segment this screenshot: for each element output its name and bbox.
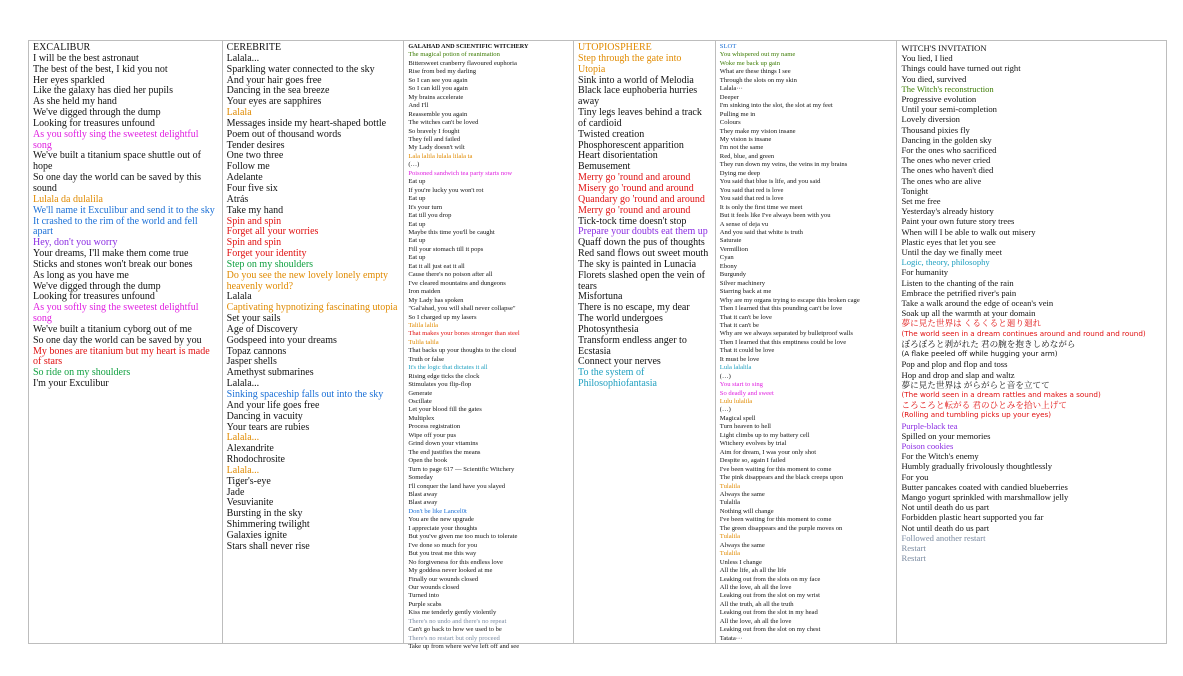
lyric-line: Can't go back to how we used to be	[408, 626, 502, 634]
lyric-line: The pink disappears and the black creeps upon	[719, 474, 844, 482]
lyric-line: ぼろぼろと剥がれた 君の腕を抱きしめながら	[901, 338, 1076, 349]
lyric-line: My Lady has spoken	[408, 296, 464, 304]
lyric-line: For you	[901, 471, 929, 482]
lyric-line: Tiny legs leaves behind a track of cardioid	[578, 107, 702, 129]
column-slot	[716, 41, 898, 643]
lyric-line: You said that red is love	[719, 186, 784, 194]
lyric-line: Hop and drop and slap and waltz	[901, 369, 1015, 380]
lyric-line: Lalala...	[226, 464, 260, 476]
lyric-line: Unless I change	[719, 558, 762, 566]
lyric-line: Maybe this time you'll be caught	[408, 228, 495, 236]
lyric-line: Shimmering twilight	[226, 519, 310, 531]
lyric-line: Prepare your doubts eat them up	[578, 226, 708, 238]
lyric-line: Twisted creation	[578, 128, 645, 140]
lyric-line: And you said that white is truth	[719, 228, 803, 236]
lyric-line: You whispered out my name	[719, 51, 796, 59]
lyric-line: Open the book	[408, 457, 448, 465]
lyric-line: They make my vision insane	[719, 127, 796, 135]
lyric-line: They fell and failed	[408, 135, 461, 143]
lyric-line: "Gal'ahad, you will shall never collapse"	[408, 305, 516, 313]
lyric-line: You start to sing	[719, 381, 763, 389]
lyric-line: Alexandrite	[226, 443, 274, 455]
lyric-line: Restart	[901, 553, 926, 564]
lyric-line: Her eyes sparkled	[33, 74, 105, 86]
lyric-line: Forbidden plastic heart supported you far	[901, 512, 1044, 523]
lyric-line: Thousand pixies fly	[901, 124, 970, 135]
lyric-line: Saturate	[719, 237, 742, 245]
lyric-line: Things could have turned out right	[901, 63, 1021, 74]
lyric-line: Misfortuna	[578, 291, 623, 303]
lyric-line: Wipe off your pus	[408, 431, 457, 439]
lyric-line: Like the galaxy has died her pupils	[33, 85, 173, 97]
lyric-line: Tulalila	[719, 499, 741, 507]
lyric-line: Cyan	[719, 254, 734, 262]
lyric-line: I'm not the same	[719, 144, 764, 152]
lyric-line: Rising edge ticks the clock	[408, 372, 480, 380]
lyric-line: Amethyst submarines	[226, 367, 314, 379]
lyric-line: Black lace euphoberia hurries away	[578, 85, 698, 108]
lyric-line: Purple-black tea	[901, 420, 958, 431]
lyric-line: Light climbs up to my battery cell	[719, 431, 810, 439]
lyric-line: They run down my veins, the veins in my brains	[719, 161, 848, 169]
lyric-line: I'm sinking into the slot, the slot at my feet	[719, 102, 833, 110]
lyric-line: Then I learned that this emptiness could be love	[719, 338, 847, 346]
lyric-line: The ones who haven't died	[901, 165, 994, 176]
lyric-line: Take a walk around the edge of ocean's vein	[901, 298, 1054, 309]
lyric-line: Heart disorientation	[578, 150, 658, 162]
lyric-line: (…)	[719, 372, 731, 380]
lyric-line: Spilled on your memories	[901, 430, 991, 441]
lyric-line: Purple scabs	[408, 600, 442, 608]
lyric-line: Hey, don't you worry	[33, 237, 118, 249]
lyric-line: Godspeed into your dreams	[226, 334, 337, 346]
lyric-line: So one day the world can be saved by this sound	[33, 172, 202, 194]
lyric-line: ころころと転がる 君のひとみを拾い上げて	[901, 400, 1067, 411]
lyric-line: Always the same	[719, 491, 765, 499]
lyric-line: Through the slots on my skin	[719, 76, 797, 84]
lyric-line: Tulalila	[719, 550, 741, 558]
lyric-line: Cause there's no poison after all	[408, 271, 493, 279]
lyric-line: Dying me deep	[719, 169, 761, 177]
lyric-line: The world undergoes Photosynthesia	[578, 313, 663, 335]
lyric-line: Jasper shells	[226, 356, 277, 368]
lyric-line: The green disappears and the purple moves on	[719, 524, 843, 532]
lyrics-table	[28, 40, 1167, 651]
column-utopiosphere	[574, 41, 716, 643]
lyric-line: Butter pancakes coated with candied blueberries	[901, 481, 1068, 492]
lyric-line: So I can kill you again	[408, 85, 468, 93]
lyric-line: For humanity	[901, 267, 949, 278]
lyric-line: Witchery evolves by trial	[719, 440, 787, 448]
lyric-line: And I'll	[408, 102, 429, 110]
lyric-line: Listen to the chanting of the rain	[901, 277, 1014, 288]
lyric-line: Lala lalila lulala lilala ta	[408, 152, 473, 160]
lyric-line: All the love, ah all the love	[719, 584, 792, 591]
lyric-line: Woke me back up gain	[719, 59, 781, 67]
lyric-line: 夢に見た世界は くるくると廻り廻れ	[901, 318, 1042, 329]
lyric-line: Iron maiden	[408, 288, 441, 296]
lyric-line: Why are my organs trying to escape this broken cage	[719, 296, 860, 304]
lyric-line: But you treat me this way	[408, 550, 477, 558]
lyric-line: (A flake peeled off while hugging your arm)	[901, 349, 1058, 359]
lyric-line: Someday	[408, 474, 433, 482]
lyric-line: Poison cookies	[901, 440, 954, 451]
lyric-line: I've been waiting for this moment to come	[719, 516, 832, 524]
lyric-line: Adelante	[226, 172, 263, 184]
lyric-line: One two three	[226, 150, 284, 162]
column-cerebrite	[223, 41, 405, 643]
lyric-line: Lalala...	[226, 52, 260, 64]
song-title: UTOPIOSPHERE	[578, 42, 652, 53]
lyric-line: Eat up	[408, 254, 426, 262]
lyric-line: That makes your bones stronger than steel	[408, 330, 520, 338]
lyric-line: It's your turn	[408, 203, 443, 211]
lyric-line: Process registration	[408, 423, 461, 431]
lyric-line: So I charged up my lasers	[408, 313, 477, 321]
lyric-line: The end justifies the means	[408, 448, 481, 456]
lyric-line: Lulala da dulalila	[33, 193, 103, 205]
song-title: WITCH'S INVITATION	[901, 43, 987, 53]
lyric-line: Magical spell	[719, 414, 756, 422]
lyric-line: Set me free	[901, 196, 941, 207]
lyric-line: My brains accelerate	[408, 93, 464, 101]
lyric-line: Take up from where we've left off and see	[408, 643, 520, 651]
lyric-line: Fill your stomach till it pops	[408, 245, 484, 253]
lyric-line: The ones who never cried	[901, 155, 991, 166]
lyric-line: But it feels like I've always been with you	[719, 212, 831, 220]
lyric-line: Colours	[719, 119, 741, 127]
lyric-line: Rhodochrosite	[226, 454, 285, 466]
lyric-line: Misery go 'round and around	[578, 182, 694, 194]
lyric-line: Generate	[408, 389, 433, 397]
lyric-line: Reassemble you again	[408, 110, 468, 118]
lyric-line: Tiger's-eye	[226, 475, 271, 487]
lyric-line: Embrace the petrified river's pain	[901, 287, 1017, 298]
lyric-line: The ones who are alive	[901, 175, 982, 186]
lyric-line: Rise from bed my darling	[408, 68, 477, 76]
lyric-line: Lovely diversion	[901, 114, 960, 125]
lyric-line: So I can see you again	[408, 76, 468, 84]
lyric-line: All the life, ah all the life	[719, 567, 787, 575]
lyric-line: It is only the first time we meet	[719, 203, 803, 211]
lyric-line: Lalala	[226, 291, 252, 303]
lyric-line: Burgundy	[719, 271, 747, 279]
lyric-line: So bravely I fought	[408, 127, 460, 135]
lyric-line: So deadly and sweet	[719, 389, 774, 397]
lyric-line: You lied, I lied	[901, 53, 953, 64]
lyric-line: Our wounds closed	[408, 584, 460, 591]
lyric-line: Until your semi-completion	[901, 104, 997, 115]
lyric-line: (The world seen in a dream rattles and makes a sound)	[901, 389, 1101, 399]
lyric-line: I'm your Exculibur	[33, 378, 109, 390]
lyric-line: Tulalila	[719, 482, 741, 490]
lyric-line: There's no restart but only proceed	[408, 634, 500, 642]
lyric-line: 夢に見た世界は がらがらと音を立てて	[901, 379, 1050, 390]
lyric-line: Your dreams, I'll make them come true	[33, 248, 189, 260]
lyric-line: Always the same	[719, 541, 765, 549]
lyric-line: Ebony	[719, 262, 738, 270]
lyric-line: The best of the best, I kid you not	[33, 63, 168, 75]
lyric-line: That it could be love	[719, 347, 775, 355]
lyric-line: Stimulates you flip-flop	[408, 381, 472, 389]
lyric-line: So ride on my shoulders	[33, 367, 131, 379]
lyric-line: But you've given me too much to tolerate	[408, 533, 518, 541]
lyric-line: The magical potion of reanimation	[408, 51, 500, 59]
lyric-line: Atrás	[226, 193, 249, 205]
lyric-line: As you softly sing the sweetest delightful song	[33, 302, 199, 325]
lyric-line: I've cleared mountains and dungeons	[408, 279, 506, 287]
lyric-line: And your hair goes free	[226, 74, 322, 86]
lyric-line: Do you see the new lovely lonely empty heavenly world?	[226, 269, 389, 292]
lyric-line: Followed another restart	[901, 532, 986, 543]
lyric-line: Connect your nerves	[578, 356, 661, 368]
lyric-line: As you softly sing the sweetest delightful song	[33, 128, 199, 151]
lyric-line: It must be love	[719, 355, 760, 363]
lyric-line: Aim for dream, I was your only shot	[719, 448, 817, 456]
lyric-line: The witches can't be loved	[408, 119, 479, 127]
lyric-line: The Witch's reconstruction	[901, 83, 994, 94]
lyric-line: All the truth, ah all the truth	[719, 600, 794, 608]
lyric-line: Bittersweet cranberry flavoured euphoria	[408, 59, 517, 67]
lyric-line: Dancing in the sea breeze	[226, 85, 330, 97]
lyric-line: Topaz cannons	[226, 345, 287, 357]
lyric-line: Transform endless anger to Ecstasia	[578, 334, 687, 357]
lyric-line: So one day the world can be saved by you	[33, 334, 202, 346]
lyric-line: We've digged through the dump	[33, 280, 161, 292]
song-title: SLOT	[719, 43, 737, 50]
lyric-line: What are these things I see	[719, 68, 791, 76]
lyric-line: Lalala···	[719, 85, 743, 93]
lyric-line: Eat it all just eat it all	[408, 262, 465, 270]
lyric-line: Dancing in the golden sky	[901, 134, 992, 145]
lyric-line: You died, survived	[901, 73, 967, 84]
lyric-line: Your tears are rubies	[226, 421, 310, 433]
lyric-line: Step through the gate into Utopia	[578, 52, 682, 75]
lyric-line: Until the day we finally meet	[901, 247, 1002, 258]
lyric-line: And your life goes free	[226, 399, 320, 411]
lyric-line: (…)	[408, 161, 420, 169]
lyric-line: Deeper	[719, 93, 739, 101]
song-title: GALAHAD AND SCIENTIFIC WITCHERY	[408, 43, 529, 50]
lyric-line: Not until death do us part	[901, 502, 990, 513]
song-title: EXCALIBUR	[33, 42, 91, 53]
lyric-line: Bursting in the sky	[226, 508, 303, 520]
lyric-line: Despite so, again I failed	[719, 457, 786, 465]
lyric-line: Tonight	[901, 185, 929, 196]
lyric-line: (Rolling and tumbling picks up your eyes)	[901, 410, 1052, 420]
lyric-line: Logic, theory, philosophy	[901, 257, 990, 268]
lyric-line: Four five six	[226, 182, 278, 194]
lyric-line: Talila lalila	[408, 321, 439, 329]
lyric-line: Poem out of thousand words	[226, 128, 342, 140]
lyric-line: Sticks and stones won't break our bones	[33, 258, 193, 270]
lyric-line: Stars shall never rise	[226, 540, 310, 552]
lyric-line: Kiss me tenderly gently violently	[408, 609, 497, 617]
lyric-line: Lalala...	[226, 432, 260, 444]
lyric-line: My vision is insane	[719, 135, 772, 143]
lyric-line: Turn heaven to hell	[719, 423, 772, 431]
lyric-line: Merry go 'round and around	[578, 172, 691, 184]
lyric-line: All the love, ah all the love	[719, 617, 792, 625]
lyric-line: It crashed to the rim of the world and fell apart	[33, 215, 198, 238]
lyric-line: I'll conquer the land have you slayed	[408, 482, 506, 490]
lyric-line: Eat till you drop	[408, 212, 452, 220]
lyric-line: Follow me	[226, 161, 270, 173]
lyric-line: Lulu lulalila	[719, 398, 753, 406]
lyric-line: Red, blue, and green	[719, 152, 775, 160]
lyric-line: You said that red is love	[719, 195, 784, 203]
lyric-line: Leaking out from the slot on my wrist	[719, 592, 820, 600]
lyric-line: Eat up	[408, 220, 426, 228]
column-excalibur	[29, 41, 223, 643]
lyric-line: Sinking spaceship falls out into the sky	[226, 389, 384, 400]
lyric-line: You are the new upgrade	[408, 516, 474, 524]
lyric-line: Leaking out from the slots on my face	[719, 575, 821, 583]
lyric-line: You said that blue is life, and you said	[719, 178, 821, 186]
lyric-line: Restart	[901, 542, 926, 553]
lyric-line: Then I learned that this pounding can't be love	[719, 305, 843, 313]
lyric-line: Florets slashed open the vein of tears	[578, 269, 705, 292]
lyric-line: I've been waiting for this moment to come	[719, 465, 832, 473]
lyric-line: Yesterday's already history	[901, 206, 994, 217]
lyric-line: When will I be able to walk out misery	[901, 226, 1036, 237]
lyric-line: I appreciate your thoughts	[408, 524, 478, 532]
lyric-line: It's the logic that dictates it all	[408, 364, 488, 372]
lyric-line: Sink into a world of Melodia	[578, 74, 694, 86]
lyric-line: Not until death do us part	[901, 522, 990, 533]
lyric-line: Paint your own future story trees	[901, 216, 1015, 227]
lyric-line: Jade	[226, 486, 245, 498]
lyric-line: Captivating hypnotizing fascinating utopia	[226, 302, 398, 314]
lyric-line: My bones are titanium but my heart is made of stars	[33, 345, 210, 368]
lyric-line: Set your sails	[226, 313, 281, 325]
lyric-line: Looking for treasures unfound	[33, 291, 155, 303]
lyric-line: Dancing in vacuity	[226, 410, 303, 422]
lyric-line: Blast away	[408, 491, 438, 499]
lyric-line: Take my hand	[226, 204, 284, 216]
lyric-line: Lula lalalila	[719, 364, 752, 372]
lyric-line: That backs up your thoughts to the cloud	[408, 347, 517, 355]
lyric-line: Mango yogurt sprinkled with marshmallow jelly	[901, 491, 1069, 502]
lyric-line: Eat up	[408, 178, 426, 186]
lyric-line: A sense of deja vu	[719, 220, 769, 228]
column-witchs-invitation	[897, 41, 1166, 643]
lyric-line: Leaking out from the slot in my head	[719, 609, 818, 617]
lyric-line: Pulling me in	[719, 110, 756, 118]
lyric-line: Soak up all the warmth at your domain	[901, 308, 1036, 319]
lyric-line: Finally our wounds closed	[408, 575, 479, 583]
lyric-line: Phosphorescent apparition	[578, 139, 684, 151]
lyric-line: Messages inside my heart-shaped bottle	[226, 117, 387, 129]
lyric-line: Turned into	[408, 592, 440, 600]
lyric-line: Why are we always separated by bulletproof walls	[719, 330, 853, 338]
lyric-line: Tick-tock time doesn't stop	[578, 215, 687, 227]
lyric-line: (…)	[719, 406, 731, 414]
lyric-line: To the system of Philosophiofantasia	[578, 367, 657, 390]
lyric-line: Merry go 'round and around	[578, 204, 691, 216]
lyric-line: Turn to page 617 — Scientific Witchery	[408, 465, 515, 473]
lyric-line: Multiplex	[408, 414, 435, 422]
lyric-line: Let your blood fill the gates	[408, 406, 482, 414]
lyric-line: Bemusement	[578, 161, 631, 173]
lyric-line: Lalala	[226, 107, 252, 119]
lyric-line: Grind down your vitamins	[408, 440, 479, 448]
lyric-line: Humbly gradually frivolously thoughtlessly	[901, 461, 1053, 472]
lyric-line: Vermillion	[719, 245, 748, 253]
lyric-line: As she held my hand	[33, 96, 117, 108]
lyric-line: Blast away	[408, 499, 438, 507]
lyric-line: We've built a titanium cyborg out of me	[33, 323, 192, 335]
lyric-line: Spin and spin	[226, 215, 282, 227]
lyric-line: Silver machinery	[719, 279, 766, 287]
lyric-line: Leaking out from the slot on my chest	[719, 626, 821, 634]
lyric-line: Forget all your worries	[226, 226, 319, 238]
lyric-line: Forget your identity	[226, 248, 307, 260]
lyric-line: There is no escape, my dear	[578, 302, 690, 314]
lyric-line: Eat up	[408, 237, 426, 245]
lyric-line: For the Witch's enemy	[901, 451, 979, 462]
lyric-line: Plastic eyes that let you see	[901, 236, 996, 247]
lyric-line: Oscillate	[408, 398, 432, 406]
lyric-line: My goddess never looked at me	[408, 567, 493, 575]
lyric-line: Galaxies ignite	[226, 529, 287, 541]
lyric-line: Poisoned sandwich tea party starts now	[408, 169, 513, 177]
lyric-line: There's no undo and there's no repeat	[408, 617, 507, 625]
lyric-line: Tatata···	[719, 634, 743, 642]
lyric-line: Pop and plop and flop and toss	[901, 359, 1008, 370]
lyric-line: Lalala...	[226, 378, 260, 390]
lyric-line: My Lady doesn't wilt	[408, 144, 465, 152]
lyric-line: We'll name it Exculibur and send it to the sky	[33, 204, 215, 216]
lyric-line: Tulalila	[719, 533, 741, 541]
lyric-line: If you're lucky you won't rot	[408, 186, 484, 194]
lyric-line: That it can't be love	[719, 313, 772, 321]
lyric-line: Nothing will change	[719, 507, 774, 515]
lyric-line: I've done so much for you	[408, 541, 478, 549]
lyric-line: Sparkling water connected to the sky	[226, 63, 375, 75]
lyric-line: As long as you have me	[33, 269, 129, 281]
lyric-line: Truth or false	[408, 355, 444, 363]
lyric-line: Vesuvianite	[226, 497, 274, 509]
lyric-line: Your eyes are sapphires	[226, 96, 322, 108]
lyric-line: No forgiveness for this endless love	[408, 558, 503, 566]
lyric-line: Progressive evolution	[901, 94, 977, 105]
lyric-line: Red sand flows out sweet mouth	[578, 248, 709, 260]
lyric-line: For the ones who sacrificed	[901, 145, 997, 156]
lyric-line: Eat up	[408, 195, 426, 203]
lyric-line: Don't be like Lancel0t	[408, 507, 467, 515]
lyric-line: Looking for treasures unfound	[33, 117, 155, 129]
lyric-line: We've digged through the dump	[33, 107, 161, 119]
lyric-line: Step on my shoulders	[226, 258, 314, 270]
song-title: CEREBRITE	[226, 42, 282, 53]
lyric-line: Tulila talila	[408, 338, 439, 346]
lyric-line: That it can't be	[719, 321, 759, 329]
lyric-line: (The world seen in a dream continues around and round and round)	[901, 328, 1146, 338]
lyric-line: Tender desires	[226, 139, 285, 151]
lyric-line: The sky is painted in Lunacia	[578, 258, 697, 270]
lyric-line: Quandary go 'round and around	[578, 193, 705, 205]
column-galahad	[404, 41, 574, 651]
lyric-line: We've built a titanium space shuttle out of hope	[33, 150, 201, 173]
lyric-line: Quaff down the pus of thoughts	[578, 237, 705, 249]
lyric-line: Age of Discovery	[226, 323, 298, 335]
lyric-line: Starring back at me	[719, 288, 772, 296]
lyric-line: I will be the best astronaut	[33, 52, 139, 64]
lyric-line: Spin and spin	[226, 237, 282, 249]
